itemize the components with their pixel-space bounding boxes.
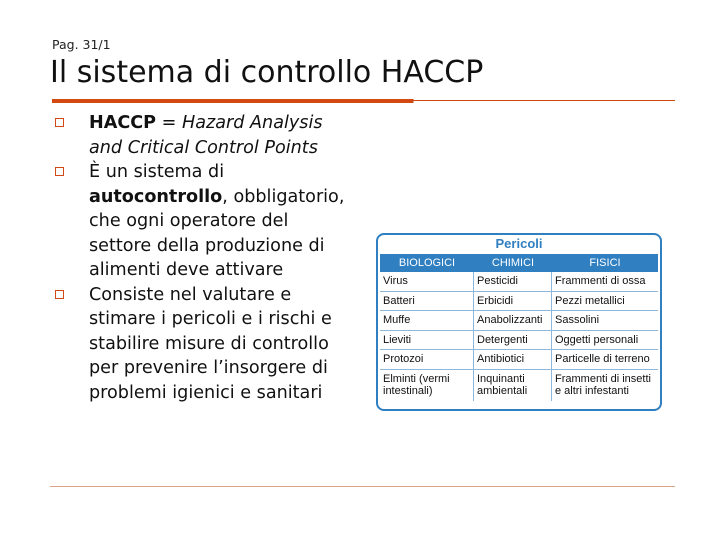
haccp-expansion: Hazard Analysis and Critical Control Points bbox=[89, 113, 323, 158]
table-cell: Anabolizzanti bbox=[474, 311, 552, 330]
footer-rule bbox=[50, 486, 675, 487]
table-cell: Frammenti di insetti e altri infestanti bbox=[555, 372, 651, 397]
table-cell: Oggetti personali bbox=[555, 333, 639, 346]
square-bullet-icon bbox=[55, 167, 64, 176]
table-row bbox=[380, 331, 658, 351]
table-row bbox=[380, 370, 658, 401]
table-cell: Batteri bbox=[380, 292, 474, 311]
table-cell: Elminti (vermi intestinali) bbox=[380, 370, 474, 401]
bullet-item-haccp-definition bbox=[52, 111, 352, 160]
title-underline bbox=[52, 99, 675, 103]
table-cell: Detergenti bbox=[474, 331, 552, 350]
haccp-term: HACCP bbox=[89, 113, 157, 133]
bullet-text: Consiste nel valutare e stimare i pericoli e i rischi e stabilire misure di controllo per prevenire l’insorgere di problemi igienici e sanitari bbox=[89, 284, 332, 403]
equals-sign: = bbox=[156, 113, 182, 133]
hazards-table-header bbox=[380, 254, 658, 272]
table-cell: Erbicidi bbox=[474, 292, 552, 311]
table-cell: Pesticidi bbox=[474, 272, 552, 291]
hazards-table-title: Pericoli bbox=[495, 236, 543, 251]
table-cell: Sassolini bbox=[555, 314, 600, 326]
square-bullet-icon bbox=[55, 290, 64, 299]
square-bullet-icon bbox=[55, 118, 64, 127]
table-cell: Protozoi bbox=[380, 350, 474, 369]
header-chimici: CHIMICI bbox=[491, 257, 535, 269]
table-cell: Muffe bbox=[380, 311, 474, 330]
table-cell: Virus bbox=[380, 272, 474, 291]
bullet-list bbox=[52, 111, 352, 405]
table-cell: Lieviti bbox=[380, 331, 474, 350]
table-cell: Antibiotici bbox=[474, 350, 552, 369]
table-row bbox=[380, 292, 658, 312]
table-row bbox=[380, 311, 658, 331]
header-biologici: BIOLOGICI bbox=[398, 257, 456, 269]
table-cell: Frammenti di ossa bbox=[555, 275, 646, 287]
bullet-item-autocontrollo bbox=[52, 160, 352, 283]
autocontrollo-term: autocontrollo bbox=[89, 186, 223, 207]
table-row bbox=[380, 272, 658, 292]
table-cell: Inquinanti ambientali bbox=[474, 370, 552, 401]
bullet-item-valutazione bbox=[52, 283, 352, 406]
table-cell: Pezzi metallici bbox=[555, 294, 625, 307]
header-fisici: FISICI bbox=[589, 257, 621, 269]
bullet-lead-text: È un sistema di bbox=[89, 162, 225, 182]
hazards-table bbox=[376, 233, 662, 411]
table-row bbox=[380, 350, 658, 370]
page-label: Pag. 31/1 bbox=[52, 37, 111, 52]
slide-title: Il sistema di controllo HACCP bbox=[50, 55, 484, 90]
table-cell: Particelle di terreno bbox=[555, 353, 650, 365]
bullet-rest-text: , obbligatorio, che ogni operatore del settore della produzione di alimenti deve attivare bbox=[89, 186, 345, 280]
